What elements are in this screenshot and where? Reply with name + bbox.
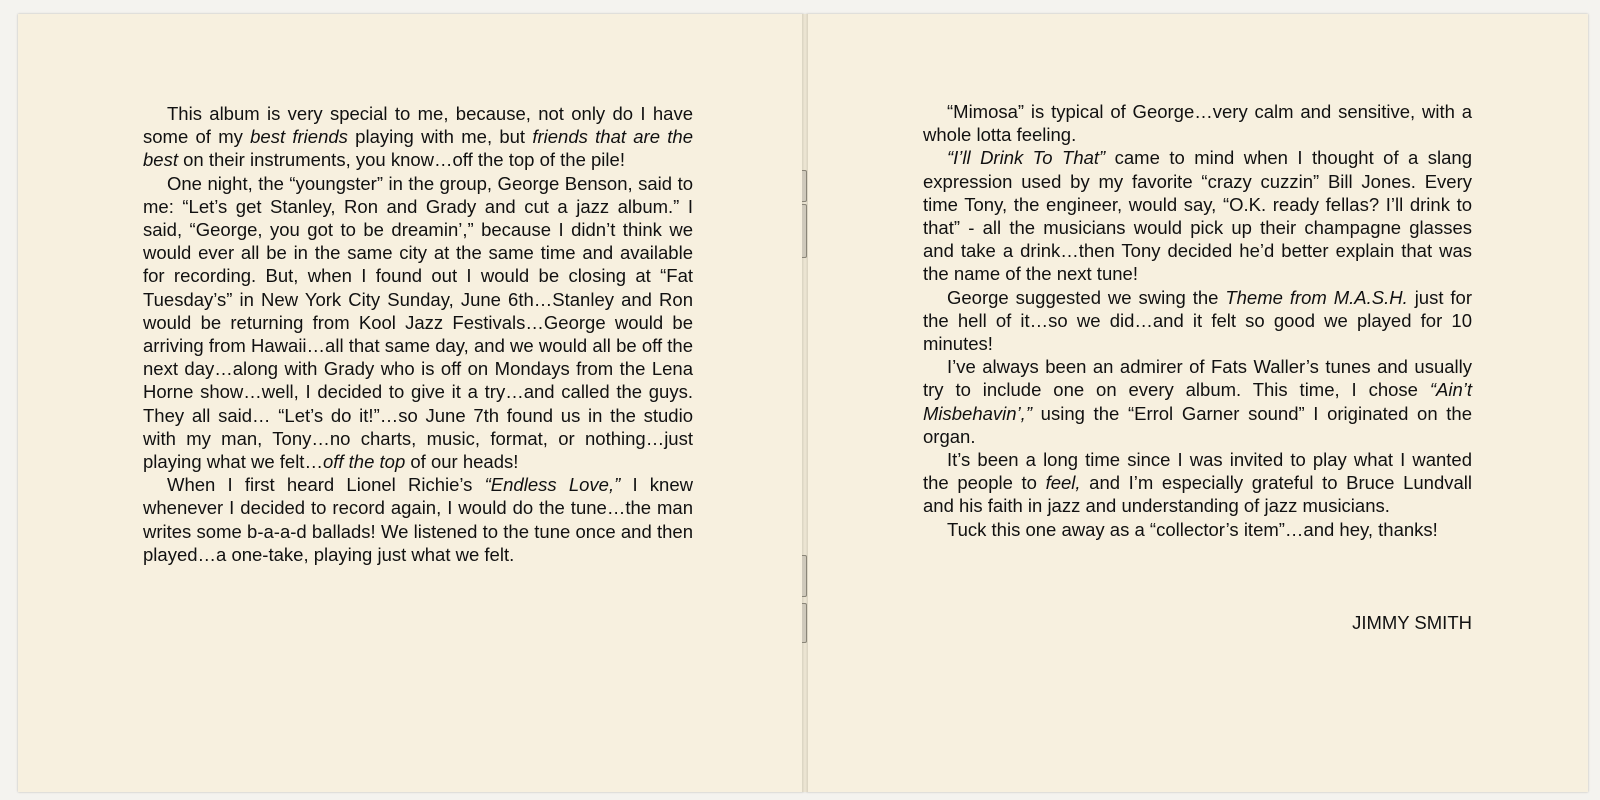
italic-text: best friends — [250, 126, 348, 148]
text: I’ve always been an admirer of Fats Waller’s tunes and usually try to include one on every album. This time, I chose — [923, 356, 1472, 401]
text: on their instruments, you know…off the top of the pile! — [177, 149, 625, 171]
text: I knew whenever I decided to record again, I would do the tune…the man writes some b-a-a-d ballads! We listened to the tune once and then played…a one-take, playing just what we felt. — [143, 474, 693, 565]
text: This album is very special to me, because, not only do I have some of my — [143, 103, 693, 148]
text: playing with me, but — [347, 126, 533, 148]
signature: JIMMY SMITH — [1352, 612, 1472, 633]
booklet-fold — [802, 14, 808, 792]
text: Tuck this one away as a “collector’s item”…and hey, thanks! — [947, 518, 1438, 540]
staple — [802, 603, 807, 643]
text: and I’m especially grateful to Bruce Lundvall and his faith in jazz and understanding of jazz musicians. — [923, 472, 1472, 517]
italic-text: friends that are the best — [143, 126, 693, 171]
paragraph — [143, 102, 693, 172]
text: “Mimosa” is typical of George…very calm and sensitive, with a whole lotta feeling. — [923, 101, 1472, 146]
italic-text: “Ain’t Misbehavin’,” — [923, 379, 1472, 424]
paragraph — [923, 355, 1472, 448]
paragraph — [143, 172, 693, 474]
staple — [802, 555, 807, 597]
text: One night, the “youngster” in the group, George Benson, said to me: “Let’s get Stanley, Ron and Grady and cut a jazz album.” I said, “George, you got to be dreamin’,” because I didn’t think we would ever all be in the same city at the same time and available for recording. But, when I found out I would be closing at “Fat Tuesday’s” in New York City Sunday, June 6th…Stanley and Ron would be returning from Kool Jazz Festivals…George would be arriving from Hawaii…all that same day, and we would all be off the next day…along with Grady who is off on Mondays from the Lena Horne show…well, I decided to give it a try…and called the guys. They all said… “Let’s do it!”…so June 7th found us in the studio with my man, Tony…no charts, music, format, or nothing…just playing what we felt… — [143, 172, 693, 473]
paragraph — [923, 448, 1472, 518]
text: came to mind when I thought of a slang expression used by my favorite “crazy cuzzin” Bill Jones. Every time Tony, the engineer, would say, “O.K. ready fellas? I’ll drink to that” - all the musicians would pick up their champagne glasses and take a drink…then Tony decided he’d better explain that was the name of the next tune! — [923, 147, 1472, 285]
staple — [802, 204, 807, 258]
italic-text: “I’ll Drink To That” — [947, 147, 1106, 169]
text: It’s been a long time since I was invited to play what I wanted the people to — [923, 449, 1472, 494]
italic-text: off the top — [322, 451, 406, 473]
italic-text: Theme from M.A.S.H. — [1225, 286, 1408, 308]
paragraph — [923, 146, 1472, 285]
paragraph — [923, 518, 1472, 541]
text: just for the hell of it…so we did…and it felt so good we played for 10 minutes! — [923, 286, 1472, 355]
text: When I first heard Lionel Richie’s — [167, 474, 485, 496]
paragraph — [923, 100, 1472, 146]
text: of our heads! — [405, 451, 519, 473]
italic-text: feel, — [1045, 472, 1081, 494]
paragraph — [923, 286, 1472, 356]
italic-text: “Endless Love,” — [484, 474, 621, 496]
text: George suggested we swing the — [947, 286, 1226, 308]
text: using the “Errol Garner sound” I originated on the organ. — [923, 402, 1472, 447]
paragraph — [143, 473, 693, 566]
left-liner-notes — [143, 102, 693, 566]
staple — [802, 170, 807, 202]
right-liner-notes — [923, 100, 1472, 541]
